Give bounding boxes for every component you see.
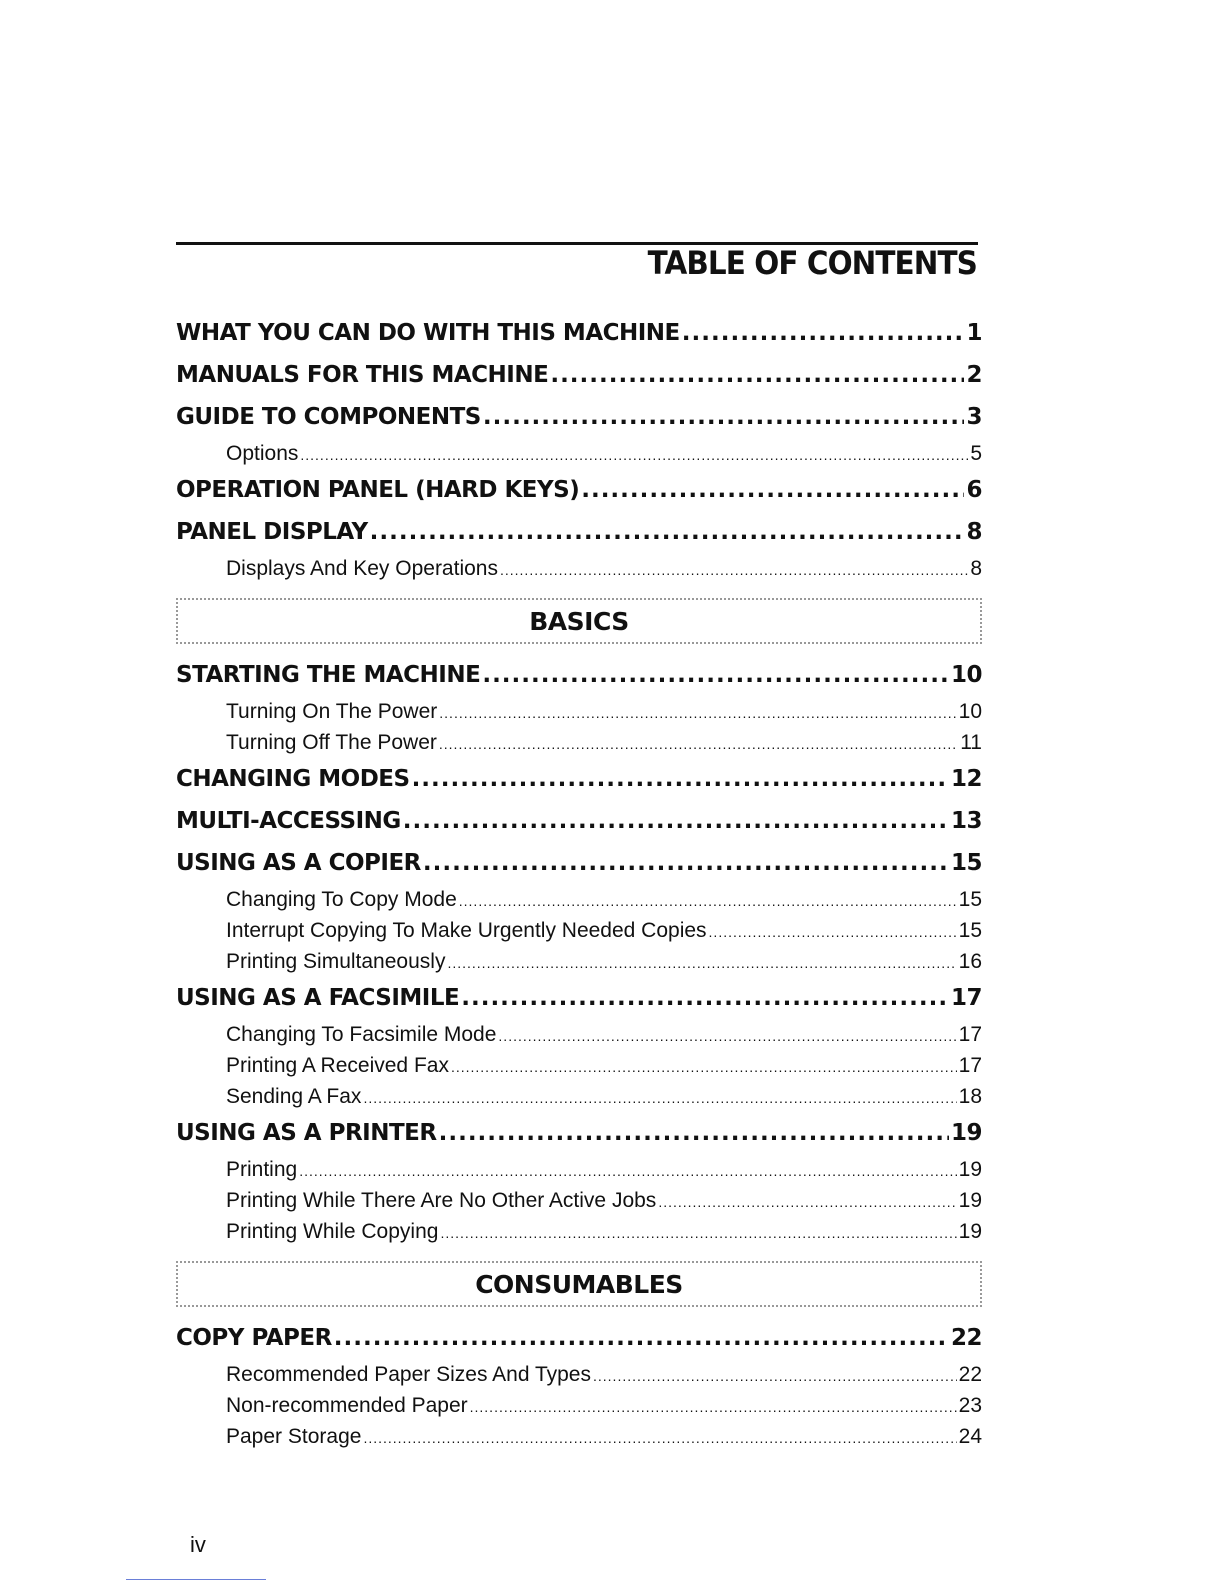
toc-entry[interactable] — [176, 1050, 982, 1081]
toc-entry-label: Changing To Facsimile Mode — [226, 1023, 497, 1046]
dot-leader — [370, 511, 965, 553]
toc-entry[interactable] — [176, 1112, 982, 1154]
dot-leader — [403, 800, 949, 842]
toc-entry[interactable] — [176, 800, 982, 842]
toc-entry[interactable] — [176, 312, 982, 354]
toc-entry-label: Recommended Paper Sizes And Types — [226, 1363, 591, 1386]
toc-entry-page: 12 — [950, 766, 982, 792]
basics-entries — [176, 654, 982, 1247]
dot-leader — [461, 977, 949, 1019]
toc-entry[interactable] — [176, 438, 982, 469]
section-heading: BASICS — [529, 606, 629, 636]
dot-leader — [299, 1154, 956, 1187]
dot-leader — [447, 946, 956, 979]
toc-entry-page: 19 — [958, 1220, 982, 1243]
toc-entry[interactable] — [176, 1317, 982, 1359]
toc-entry[interactable] — [176, 977, 982, 1019]
toc-entry-label: Non-recommended Paper — [226, 1394, 468, 1417]
toc-entry[interactable] — [176, 1390, 982, 1421]
toc-entry[interactable] — [176, 842, 982, 884]
toc-entry-label: Displays And Key Operations — [226, 557, 498, 580]
toc-entry[interactable] — [176, 884, 982, 915]
toc-entry[interactable] — [176, 946, 982, 977]
toc-entry-page: 15 — [950, 850, 982, 876]
toc-entry[interactable] — [176, 758, 982, 800]
toc-entry-label: MULTI-ACCESSING — [176, 808, 401, 834]
toc-entry[interactable] — [176, 511, 982, 553]
toc-entry[interactable] — [176, 469, 982, 511]
toc-entry-label: USING AS A PRINTER — [176, 1120, 437, 1146]
toc-entry[interactable] — [176, 354, 982, 396]
toc-entry-page: 23 — [958, 1394, 982, 1417]
toc-entry-page: 10 — [950, 662, 982, 688]
dot-leader — [459, 884, 957, 917]
toc-entry[interactable] — [176, 553, 982, 584]
toc-entry-label: PANEL DISPLAY — [176, 519, 368, 545]
toc-entry-label: GUIDE TO COMPONENTS — [176, 404, 481, 430]
toc-entry-page: 22 — [950, 1325, 982, 1351]
toc-entry-page: 10 — [958, 700, 982, 723]
dot-leader — [439, 1112, 949, 1154]
toc-entry-page: 19 — [958, 1158, 982, 1181]
toc-entry-page: 19 — [950, 1120, 982, 1146]
page-number: iv — [190, 1532, 206, 1557]
section-heading: CONSUMABLES — [475, 1269, 683, 1299]
toc-entry-page: 22 — [958, 1363, 982, 1386]
toc-entry-page: 1 — [966, 320, 982, 346]
toc-entry-page: 17 — [958, 1054, 982, 1077]
toc-entry-label: Turning Off The Power — [226, 731, 437, 754]
toc-entry-label: Sending A Fax — [226, 1085, 362, 1108]
toc-entry[interactable] — [176, 1421, 982, 1452]
dot-leader — [363, 1081, 956, 1114]
toc-entry-label: Paper Storage — [226, 1425, 362, 1448]
toc-entry-label: COPY PAPER — [176, 1325, 332, 1351]
toc-entry[interactable] — [176, 727, 982, 758]
toc-entry-label: Turning On The Power — [226, 700, 438, 723]
toc-entry-label: USING AS A COPIER — [176, 850, 421, 876]
toc-entry-page: 17 — [958, 1023, 982, 1046]
toc-entry-page: 15 — [958, 888, 982, 911]
toc-entry-label: MANUALS FOR THIS MACHINE — [176, 362, 549, 388]
toc-entry[interactable] — [176, 1359, 982, 1390]
dot-leader — [483, 396, 965, 438]
toc-entry-page: 3 — [966, 404, 982, 430]
toc-entry-page: 6 — [966, 477, 982, 503]
toc-entry-page: 8 — [966, 519, 982, 545]
toc-entry-label: WHAT YOU CAN DO WITH THIS MACHINE — [176, 320, 680, 346]
page-title: TABLE OF CONTENTS — [647, 244, 977, 282]
dot-leader — [581, 469, 964, 511]
toc-entry-label: USING AS A FACSIMILE — [176, 985, 460, 1011]
intro-entries — [176, 312, 982, 584]
toc-entry-label: Printing — [226, 1158, 298, 1181]
toc-entry-page: 18 — [958, 1085, 982, 1108]
dot-leader — [500, 553, 968, 586]
toc-entry-page: 5 — [970, 442, 982, 465]
consumables-entries — [176, 1317, 982, 1452]
dot-leader — [440, 1216, 956, 1249]
dot-leader — [709, 915, 957, 948]
toc-entry[interactable] — [176, 396, 982, 438]
toc-entry[interactable] — [176, 1185, 982, 1216]
dot-leader — [593, 1359, 957, 1392]
dot-leader — [300, 438, 968, 471]
toc-entry[interactable] — [176, 1019, 982, 1050]
dot-leader — [363, 1421, 956, 1454]
dot-leader — [451, 1050, 957, 1083]
dot-leader — [439, 696, 956, 729]
table-of-contents — [176, 312, 982, 1452]
dot-leader — [423, 842, 949, 884]
dot-leader — [470, 1390, 957, 1423]
dot-leader — [412, 758, 949, 800]
toc-entry-page: 17 — [950, 985, 982, 1011]
toc-entry-label: STARTING THE MACHINE — [176, 662, 481, 688]
dot-leader — [682, 312, 965, 354]
toc-entry-label: Printing While There Are No Other Active Jobs — [226, 1189, 657, 1212]
toc-entry-label: Changing To Copy Mode — [226, 888, 457, 911]
toc-entry-page: 16 — [958, 950, 982, 973]
toc-entry-label: OPERATION PANEL (HARD KEYS) — [176, 477, 580, 503]
toc-entry-page: 11 — [960, 731, 982, 754]
toc-entry-label: Interrupt Copying To Make Urgently Needed Copies — [226, 919, 707, 942]
toc-entry[interactable] — [176, 915, 982, 946]
dot-leader — [498, 1019, 956, 1052]
toc-entry-label: Options — [226, 442, 299, 465]
toc-entry-page: 24 — [958, 1425, 982, 1448]
toc-entry-page: 19 — [958, 1189, 982, 1212]
toc-entry-label: Printing Simultaneously — [226, 950, 446, 973]
dot-leader — [439, 727, 958, 760]
toc-entry[interactable] — [176, 1081, 982, 1112]
toc-entry[interactable] — [176, 1216, 982, 1247]
toc-entry-label: CHANGING MODES — [176, 766, 410, 792]
toc-entry[interactable] — [176, 654, 982, 696]
toc-entry[interactable] — [176, 1154, 982, 1185]
dot-leader — [482, 654, 949, 696]
toc-entry-page: 8 — [970, 557, 982, 580]
dot-leader — [334, 1317, 949, 1359]
dot-leader — [658, 1185, 956, 1218]
toc-entry-page: 13 — [950, 808, 982, 834]
toc-entry[interactable] — [176, 696, 982, 727]
dot-leader — [550, 354, 964, 396]
section-banner-basics — [176, 598, 982, 644]
toc-entry-page: 15 — [958, 919, 982, 942]
toc-entry-label: Printing A Received Fax — [226, 1054, 449, 1077]
toc-entry-label: Printing While Copying — [226, 1220, 439, 1243]
section-banner-consumables — [176, 1261, 982, 1307]
toc-entry-page: 2 — [966, 362, 982, 388]
divider — [126, 1579, 266, 1580]
